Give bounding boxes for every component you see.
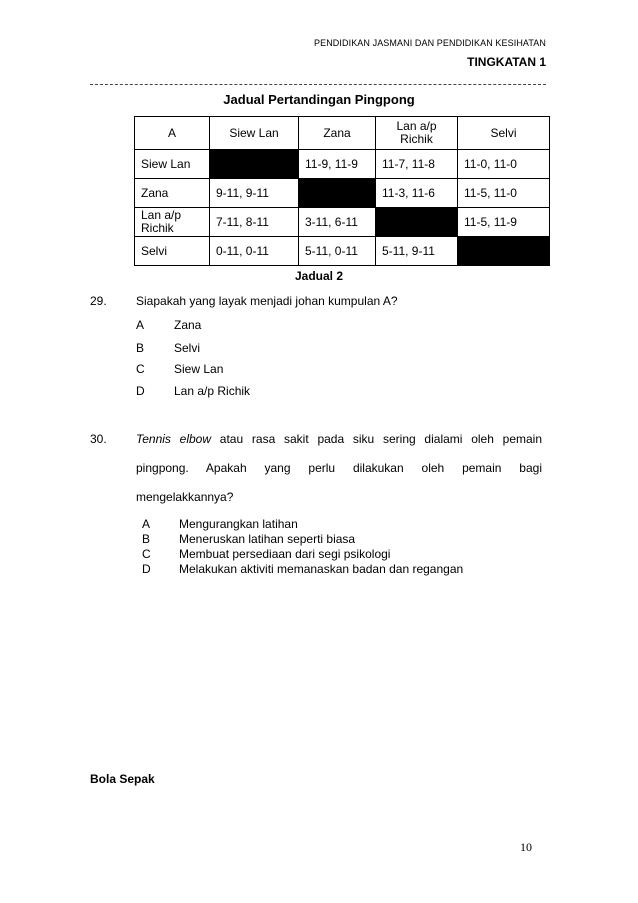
question-text: Siapakah yang layak menjadi johan kumpulan A? <box>136 294 398 308</box>
row-header: Lan a/p Richik <box>135 208 210 237</box>
score-cell: 5-11, 9-11 <box>376 237 458 266</box>
header-subject: PENDIDIKAN JASMANI DAN PENDIDIKAN KESIHATAN <box>313 38 546 48</box>
option-text: Zana <box>174 318 202 332</box>
option-letter: A <box>136 318 145 332</box>
score-cell: 11-9, 11-9 <box>299 150 376 179</box>
score-cell: 11-3, 11-6 <box>376 179 458 208</box>
table-row <box>135 179 550 208</box>
option-letter: B <box>136 341 145 355</box>
score-cell: 5-11, 0-11 <box>299 237 376 266</box>
score-cell: 9-11, 9-11 <box>210 179 299 208</box>
option-letter: B <box>142 532 151 546</box>
table-caption: Jadual 2 <box>294 269 344 283</box>
table-row <box>135 150 550 179</box>
score-cell: 3-11, 6-11 <box>299 208 376 237</box>
option-text: Membuat persediaan dari segi psikologi <box>179 547 391 561</box>
table-header-text: Lan a/p Richik <box>396 119 437 146</box>
option-text: Siew Lan <box>174 362 224 376</box>
option-text: Selvi <box>174 341 201 355</box>
header-divider <box>90 84 546 85</box>
option-text: Mengurangkan latihan <box>179 517 298 531</box>
option-letter: C <box>142 547 151 561</box>
option-letter: D <box>142 562 151 576</box>
option-letter: C <box>136 362 145 376</box>
table-header-row <box>135 117 550 150</box>
question-number: 29. <box>90 294 107 308</box>
score-cell: 7-11, 8-11 <box>210 208 299 237</box>
section-heading: Bola Sepak <box>90 772 155 786</box>
blacked-cell <box>458 237 550 266</box>
row-header: Selvi <box>135 237 210 266</box>
option-letter: A <box>142 517 151 531</box>
table-title: Jadual Pertandingan Pingpong <box>223 92 415 107</box>
table-row <box>135 208 550 237</box>
score-cell: 11-5, 11-0 <box>458 179 550 208</box>
row-header: Siew Lan <box>135 150 210 179</box>
table-row <box>135 237 550 266</box>
blacked-cell <box>210 150 299 179</box>
header-level: TINGKATAN 1 <box>467 55 546 69</box>
option-text: Lan a/p Richik <box>174 384 251 398</box>
question-text <box>136 425 542 512</box>
option-text: Meneruskan latihan seperti biasa <box>179 532 356 546</box>
page-number: 10 <box>520 840 532 854</box>
table-header-cell: Selvi <box>458 117 550 150</box>
table-header-cell: A <box>135 117 210 150</box>
blacked-cell <box>376 208 458 237</box>
question-line: pingpong. Apakah yang perlu dilakukan oleh pemain bagi <box>136 461 542 475</box>
table-header-cell <box>376 117 458 150</box>
question-number: 30. <box>90 432 107 446</box>
question-term: Tennis elbow <box>136 432 212 446</box>
row-header: Zana <box>135 179 210 208</box>
blacked-cell <box>299 179 376 208</box>
question-line: mengelakkannya? <box>136 490 234 504</box>
score-cell: 11-0, 11-0 <box>458 150 550 179</box>
match-table <box>134 116 550 266</box>
option-text: Melakukan aktiviti memanaskan badan dan regangan <box>179 562 464 576</box>
score-cell: 0-11, 0-11 <box>210 237 299 266</box>
question-line-text: atau rasa sakit pada siku sering dialami oleh pemain <box>219 432 542 446</box>
score-cell: 11-7, 11-8 <box>376 150 458 179</box>
question-line <box>136 425 542 454</box>
option-letter: D <box>136 384 145 398</box>
table-header-cell: Zana <box>299 117 376 150</box>
table-header-cell: Siew Lan <box>210 117 299 150</box>
score-cell: 11-5, 11-9 <box>458 208 550 237</box>
